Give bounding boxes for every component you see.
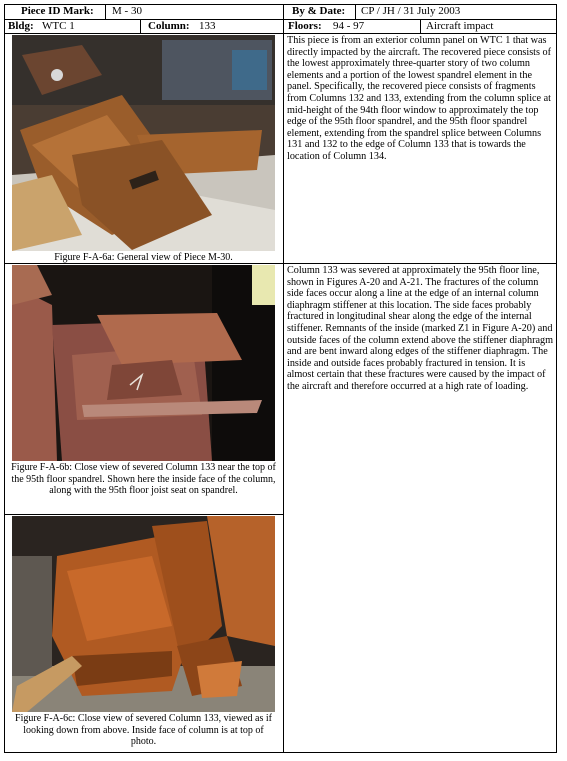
floors-value: 94 - 97 — [333, 20, 365, 32]
by-date-label: By & Date: — [292, 5, 346, 17]
piece-id-label: Piece ID Mark: — [21, 5, 94, 17]
figure-a-photo — [12, 35, 275, 251]
header-vline-1 — [105, 4, 106, 19]
column-label: Column: — [148, 20, 190, 32]
center-divider — [283, 4, 284, 753]
figure-b-caption: Figure F-A-6b: Close view of severed Column 133 near the top of the 95th floor spandrel. Shown here the inside face of the column, along with the 95th floor joist seat on spandrel. — [11, 462, 276, 496]
bldg-label: Bldg: — [8, 20, 34, 32]
column-value: 133 — [199, 20, 216, 32]
figure-a-caption: Figure F-A-6a: General view of Piece M-30. — [54, 252, 233, 263]
header-vline-3 — [140, 19, 141, 33]
floors-label: Floors: — [288, 20, 322, 32]
figure-b-photo — [12, 265, 275, 461]
bldg-value: WTC 1 — [42, 20, 75, 32]
figure-c-photo — [12, 516, 275, 712]
impact-label: Aircraft impact — [426, 20, 494, 32]
figure-divider-2 — [4, 514, 283, 515]
header-vline-2 — [355, 4, 356, 19]
text-divider — [283, 263, 557, 264]
piece-id-value: M - 30 — [112, 5, 142, 17]
header-divider-2 — [4, 33, 557, 34]
figure-c-caption: Figure F-A-6c: Close view of severed Column 133, viewed as if looking down from above. Inside face of column is at top of photo. — [15, 713, 272, 747]
description-paragraph-2: Column 133 was severed at approximately the 95th floor line, shown in Figures A-20 and A-21. The fractures of the column side faces occur along a line at the edge of an internal column diaphragm stiffener at this location. The side faces probably fractured in longitudinal shear along the edge of the internal stiffener. Remnants of the inside (marked Z1 in Figure A-20) and outside faces of the column extend above the stiffener diaphragm and are bent inward along edges of the stiffener diaphragm. The inside and outside faces probably fractured in tension. It is almost certain that these fractures were caused by the impact of the aircraft and therefore occurred at a high rate of loading. — [287, 265, 554, 392]
by-date-value: CP / JH / 31 July 2003 — [361, 5, 461, 17]
header-vline-4 — [420, 19, 421, 33]
description-paragraph-1: This piece is from an exterior column panel on WTC 1 that was directly impacted by the aircraft. The recovered piece consists of the lowest approximately three-quarter story of two column elements and a portion of the lowest spandrel element in the panel. Specifically, the recovered piece consists of fragments from Columns 132 and 133, extending from the column splice at mid-height of the 94th floor window to approximately the top edge of the 95th floor spandrel, and the 95th floor spandrel element, extending from the spandrel splice between Columns 131 and 132 to the edge of Column 133 that is towards the location of Column 134. — [287, 35, 552, 162]
